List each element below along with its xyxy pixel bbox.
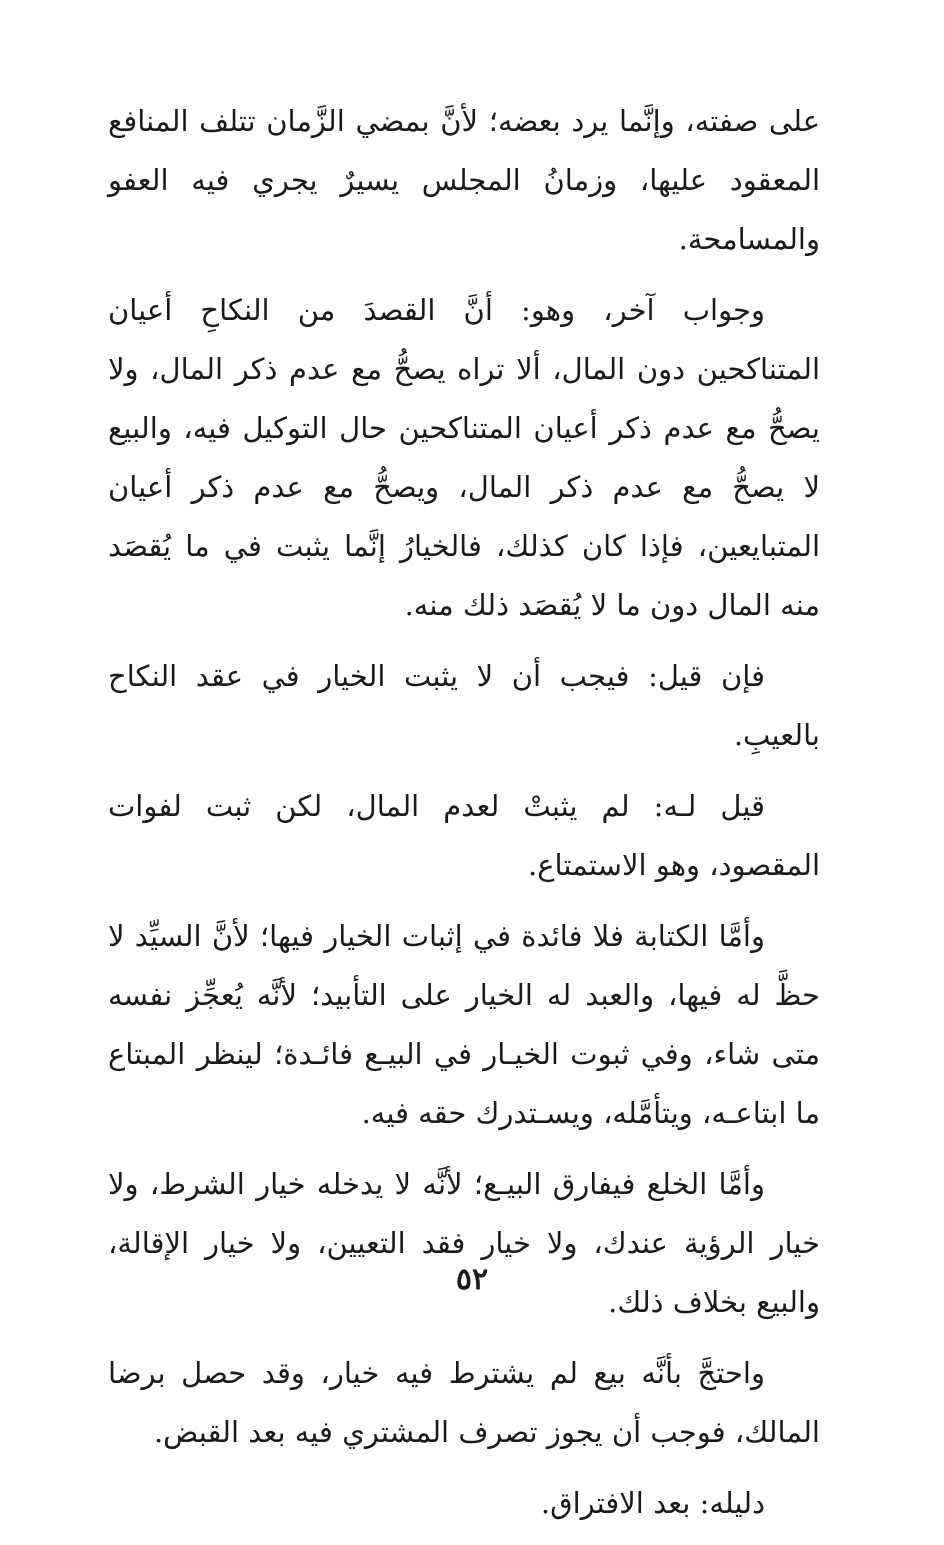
paragraph-3: فإن قيل: فيجب أن لا يثبت الخيار في عقد النكاح بالعيبِ.: [108, 659, 820, 752]
paragraph-8: دليله: بعد الافتراق.: [540, 1486, 765, 1520]
paragraph-5: وأمَّا الكتابة فلا فائدة في إثبات الخيار فيها؛ لأنَّ السيِّد لا حظَّ له فيها، والعبد له الخيار على التأبيد؛ لأنَّه يُعجِّز نفسه متى شاء، وفي ثبوت الخيـار في البيـع فائـدة؛ لينظر المبتاع ما ابتاعـه، ويتأمَّله، ويسـتدرك حقه فيه.: [108, 919, 820, 1130]
paragraph-2: وجواب آخر، وهو: أنَّ القصدَ من النكاحِ أعيان المتناكحين دون المال، ألا تراه يصحُّ مع عدم ذكر المال، ولا يصحُّ مع عدم ذكر أعيان المتناكحين حال التوكيل فيه، والبيع لا يصحُّ مع عدم ذكر المال، ويصحُّ مع عدم ذكر أعيان المتبايعين، فإذا كان كذلك، فالخيارُ إنَّما يثبت في ما يُقصَد منه المال دون ما لا يُقصَد ذلك منه.: [108, 293, 820, 622]
paragraph-7: واحتجَّ بأنَّه بيع لم يشترط فيه خيار، وقد حصل برضا المالك، فوجب أن يجوز تصرف المشتري فيه بعد القبض.: [108, 1356, 820, 1449]
body-text: [108, 92, 820, 1545]
page-number: ٥٢: [455, 1262, 489, 1297]
paragraph-1: على صفته، وإنَّما يرد بعضه؛ لأنَّ بمضي الزَّمان تتلف المنافع المعقود عليها، وزمانُ المجلس يسيرٌ يجري فيه العفو والمسامحة.: [108, 104, 820, 256]
paragraph-6: وأمَّا الخلع فيفارق البيـع؛ لأنَّه لا يدخله خيار الشرط، ولا خيار الرؤية عندك، ولا خيار فقد التعيين، ولا خيار الإقالة، والبيع بخلاف ذلك.: [108, 1167, 820, 1319]
paragraph-4: قيل لـه: لم يثبتْ لعدم المال، لكن ثبت لفوات المقصود، وهو الاستمتاع.: [108, 789, 820, 882]
